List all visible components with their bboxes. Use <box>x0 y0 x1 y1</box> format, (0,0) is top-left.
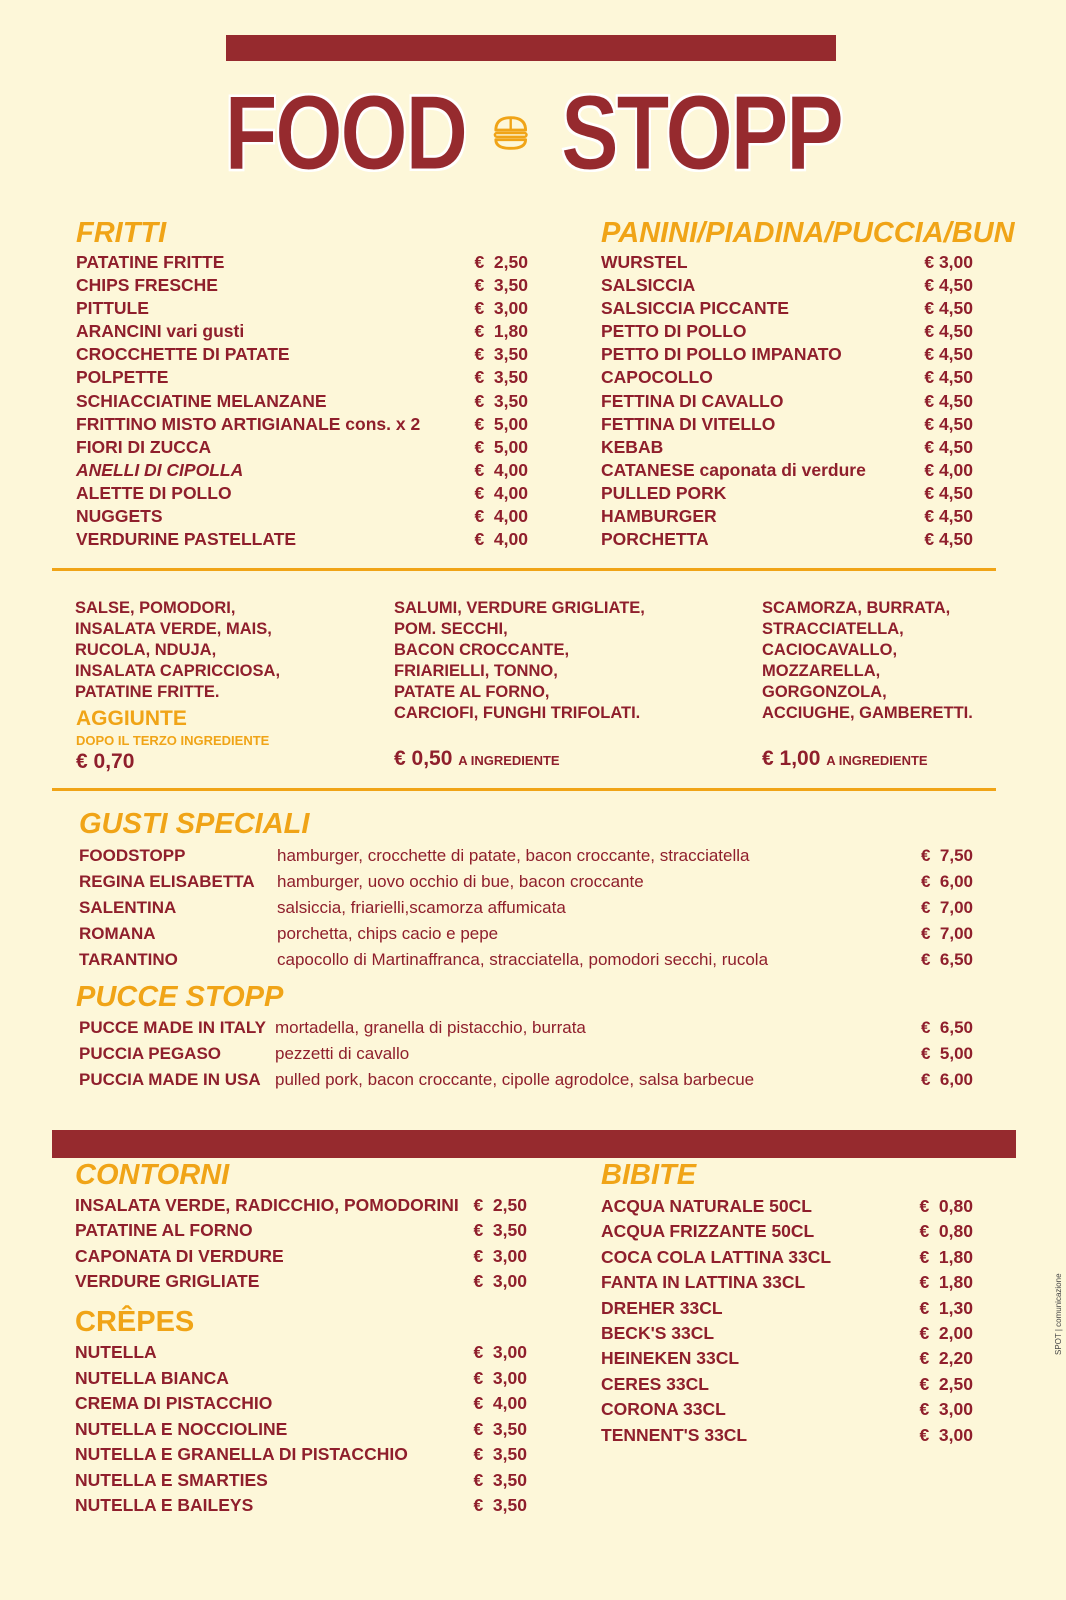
panini-list <box>601 251 973 551</box>
item-name: HEINEKEN 33CL <box>601 1348 740 1369</box>
item-name: SALSICCIA PICCANTE <box>601 298 789 319</box>
fritti-item <box>76 459 528 482</box>
item-price: € 0,80 <box>919 1196 973 1216</box>
gusti-item <box>79 843 973 869</box>
item-price: € 2,00 <box>919 1322 973 1343</box>
item-name: PUCCIA PEGASO <box>79 1044 222 1063</box>
item-price: € 3,00 <box>473 1270 527 1291</box>
item-price: € 3,50 <box>473 1444 527 1464</box>
aggiunte-group-2: SALUMI, VERDURE GRIGLIATE, POM. SECCHI, BACON CROCCANTE, FRIARIELLI, TONNO, PATATE AL FORNO, CARCIOFI, FUNGHI TRIFOLATI. <box>394 599 645 722</box>
brand-logo <box>224 74 842 192</box>
item-name: ARANCINI vari gusti <box>76 321 245 342</box>
item-description: hamburger, crocchette di patate, bacon croccante, stracciatella <box>277 846 750 865</box>
panini-item <box>601 413 973 436</box>
item-price: € 5,00 <box>474 413 528 434</box>
item-description: salsiccia, friarielli,scamorza affumicata <box>277 898 566 917</box>
item-price: € 4,50 <box>924 436 973 457</box>
item-name: PORCHETTA <box>601 529 709 550</box>
crepes-title: CRÊPES <box>75 1306 195 1338</box>
panini-item <box>601 482 973 505</box>
fritti-item <box>76 274 528 297</box>
aggiunte-group-3: SCAMORZA, BURRATA, STRACCIATELLA, CACIOCAVALLO, MOZZARELLA, GORGONZOLA, ACCIUGHE, GAMBERETTI. <box>762 599 973 722</box>
crepes-list <box>75 1340 527 1519</box>
item-description: pezzetti di cavallo <box>275 1044 410 1063</box>
fritti-item <box>76 413 528 436</box>
item-name: PULLED PORK <box>601 482 727 503</box>
header-top-bar <box>226 35 836 61</box>
item-name: CERES 33CL <box>601 1373 709 1394</box>
item-price: € 6,00 <box>921 1070 973 1089</box>
item-price: € 4,00 <box>474 506 528 527</box>
pucce-item <box>79 1015 973 1041</box>
panini-item <box>601 436 973 459</box>
panini-item <box>601 528 973 551</box>
item-price: € 3,00 <box>473 1367 527 1388</box>
contorni-item <box>75 1218 527 1243</box>
fritti-item <box>76 436 528 459</box>
item-name: KEBAB <box>601 436 664 457</box>
section-red-bar <box>52 1130 1016 1158</box>
item-price: € 7,50 <box>921 846 973 865</box>
item-price: € 7,00 <box>921 898 973 917</box>
bibite-item <box>601 1397 973 1422</box>
bibite-item <box>601 1372 973 1397</box>
item-price: € 6,50 <box>921 1018 973 1037</box>
panini-item <box>601 505 973 528</box>
gusti-item <box>79 895 973 921</box>
item-price: € 4,50 <box>924 275 973 296</box>
item-name: DREHER 33CL <box>601 1297 723 1318</box>
item-price: € 4,00 <box>474 459 528 480</box>
item-price: € 3,00 <box>924 252 973 272</box>
item-price: € 1,80 <box>919 1272 973 1293</box>
item-price: € 2,50 <box>474 252 528 272</box>
item-name: HAMBURGER <box>601 506 717 527</box>
bibite-list <box>601 1194 973 1448</box>
item-name: SALENTINA <box>79 898 177 917</box>
gusti-title: GUSTI SPECIALI <box>79 808 310 840</box>
item-name: NUTELLA E SMARTIES <box>75 1469 268 1490</box>
item-price: € 2,50 <box>919 1373 973 1394</box>
crepes-item <box>75 1366 527 1392</box>
crepes-item <box>75 1468 527 1494</box>
item-price: € 3,50 <box>473 1418 527 1439</box>
item-price: € 3,50 <box>474 344 528 365</box>
pucce-item <box>79 1041 973 1067</box>
bibite-item <box>601 1346 973 1371</box>
item-name: COCA COLA LATTINA 33CL <box>601 1246 832 1267</box>
item-price: € 2,50 <box>473 1195 527 1215</box>
gusti-item <box>79 921 973 947</box>
item-name: PATATINE AL FORNO <box>75 1220 253 1241</box>
aggiunte-price-2-value: € 0,50 <box>394 747 453 770</box>
divider-line <box>52 568 996 571</box>
item-name: PETTO DI POLLO <box>601 321 747 342</box>
item-name: PUCCE MADE IN ITALY <box>79 1018 267 1037</box>
fritti-item <box>76 343 528 366</box>
crepes-item <box>75 1442 527 1468</box>
panini-item <box>601 320 973 343</box>
item-name: TARANTINO <box>79 950 178 969</box>
item-name: NUGGETS <box>76 506 163 527</box>
burger-icon <box>492 93 529 173</box>
item-price: € 4,00 <box>924 459 973 480</box>
item-price: € 1,80 <box>919 1246 973 1267</box>
item-description: pulled pork, bacon croccante, cipolle agrodolce, salsa barbecue <box>275 1070 755 1089</box>
bibite-item <box>601 1423 973 1448</box>
aggiunte-title: AGGIUNTE <box>76 707 187 730</box>
item-name: INSALATA VERDE, RADICCHIO, POMODORINI <box>75 1195 459 1215</box>
item-name: REGINA ELISABETTA <box>79 872 255 891</box>
item-name: VERDURE GRIGLIATE <box>75 1270 260 1291</box>
item-price: € 4,00 <box>474 482 528 503</box>
item-name: FANTA IN LATTINA 33CL <box>601 1272 806 1293</box>
item-name: NUTELLA <box>75 1342 157 1362</box>
crepes-item <box>75 1417 527 1443</box>
fritti-item <box>76 297 528 320</box>
item-price: € 2,20 <box>919 1348 973 1369</box>
bibite-item <box>601 1245 973 1270</box>
fritti-item <box>76 482 528 505</box>
item-name: CAPOCOLLO <box>601 367 713 388</box>
item-price: € 3,50 <box>474 367 528 388</box>
bibite-item <box>601 1321 973 1346</box>
crepes-item <box>75 1493 527 1519</box>
bibite-item <box>601 1219 973 1244</box>
item-price: € 4,50 <box>924 298 973 319</box>
bibite-item <box>601 1270 973 1295</box>
panini-item <box>601 390 973 413</box>
fritti-item <box>76 528 528 551</box>
item-price: € 3,00 <box>919 1424 973 1445</box>
crepes-item <box>75 1340 527 1366</box>
item-name: FOODSTOPP <box>79 846 186 865</box>
contorni-item <box>75 1244 527 1269</box>
fritti-item <box>76 320 528 343</box>
item-name: ANELLI DI CIPOLLA <box>76 459 244 480</box>
item-name: TENNENT'S 33CL <box>601 1424 748 1445</box>
item-name: NUTELLA BIANCA <box>75 1367 229 1388</box>
item-price: € 3,00 <box>919 1399 973 1420</box>
item-price: € 6,00 <box>921 872 973 891</box>
item-price: € 4,50 <box>924 506 973 527</box>
item-name: CHIPS FRESCHE <box>76 275 218 296</box>
item-name: BECK'S 33CL <box>601 1322 715 1343</box>
aggiunte-price-3-unit: A INGREDIENTE <box>826 753 928 768</box>
item-name: FETTINA DI CAVALLO <box>601 390 784 411</box>
logo-word-stopp: STOPP <box>560 74 842 192</box>
item-name: NUTELLA E GRANELLA DI PISTACCHIO <box>75 1444 408 1464</box>
item-price: € 1,80 <box>474 321 528 342</box>
item-price: € 6,50 <box>921 950 973 969</box>
item-price: € 3,00 <box>473 1342 527 1362</box>
aggiunte-group-1: SALSE, POMODORI, INSALATA VERDE, MAIS, RUCOLA, NDUJA, INSALATA CAPRICCIOSA, PATATINE FRITTE. <box>75 599 281 701</box>
item-name: CAPONATA DI VERDURE <box>75 1245 284 1266</box>
item-name: SALSICCIA <box>601 275 696 296</box>
item-name: CATANESE caponata di verdure <box>601 459 866 480</box>
item-price: € 4,00 <box>473 1393 527 1413</box>
bibite-item <box>601 1296 973 1321</box>
item-name: POLPETTE <box>76 367 169 388</box>
item-price: € 0,80 <box>919 1221 973 1242</box>
item-name: ACQUA NATURALE 50CL <box>601 1196 812 1216</box>
contorni-list <box>75 1193 527 1294</box>
item-price: € 3,50 <box>474 275 528 296</box>
item-name: PUCCIA MADE IN USA <box>79 1070 261 1089</box>
contorni-item <box>75 1269 527 1294</box>
item-price: € 4,50 <box>924 413 973 434</box>
item-description: hamburger, uovo occhio di bue, bacon croccante <box>277 872 644 891</box>
item-name: CREMA DI PISTACCHIO <box>75 1393 273 1413</box>
fritti-item <box>76 390 528 413</box>
fritti-list <box>76 251 528 551</box>
bibite-item <box>601 1194 973 1219</box>
logo-word-food: FOOD <box>224 74 466 192</box>
item-price: € 4,00 <box>474 529 528 550</box>
item-price: € 4,50 <box>924 529 973 550</box>
item-name: PATATINE FRITTE <box>76 252 225 272</box>
panini-title: PANINI/PIADINA/PUCCIA/BUN <box>601 217 1015 249</box>
panini-item <box>601 251 973 274</box>
panini-item <box>601 343 973 366</box>
item-price: € 1,30 <box>919 1297 973 1318</box>
item-price: € 3,50 <box>473 1220 527 1241</box>
item-name: CORONA 33CL <box>601 1399 726 1420</box>
gusti-item <box>79 869 973 895</box>
item-name: FIORI DI ZUCCA <box>76 436 212 457</box>
item-name: ROMANA <box>79 924 156 943</box>
item-name: ACQUA FRIZZANTE 50CL <box>601 1221 815 1242</box>
divider-line <box>52 788 996 791</box>
item-price: € 4,50 <box>924 390 973 411</box>
item-name: SCHIACCIATINE MELANZANE <box>76 390 327 411</box>
contorni-title: CONTORNI <box>75 1159 230 1191</box>
item-name: PETTO DI POLLO IMPANATO <box>601 344 842 365</box>
item-name: NUTELLA E BAILEYS <box>75 1495 254 1515</box>
fritti-item <box>76 366 528 389</box>
item-name: FRITTINO MISTO ARTIGIANALE cons. x 2 <box>76 413 421 434</box>
panini-item <box>601 366 973 389</box>
item-name: CROCCHETTE DI PATATE <box>76 344 290 365</box>
gusti-item <box>79 947 973 973</box>
crepes-item <box>75 1391 527 1417</box>
item-price: € 3,50 <box>473 1495 527 1515</box>
item-price: € 3,00 <box>473 1245 527 1266</box>
item-name: ALETTE DI POLLO <box>76 482 232 503</box>
item-description: capocollo di Martinaffranca, stracciatella, pomodori secchi, rucola <box>277 950 769 969</box>
fritti-title: FRITTI <box>76 217 167 249</box>
panini-item <box>601 297 973 320</box>
item-description: porchetta, chips cacio e pepe <box>277 924 499 943</box>
aggiunte-subtitle: DOPO IL TERZO INGREDIENTE <box>76 733 270 748</box>
aggiunte-price-3 <box>762 747 928 771</box>
item-name: WURSTEL <box>601 252 688 272</box>
print-credit: SPOT | comunicazione <box>1054 1273 1063 1355</box>
item-price: € 5,00 <box>474 436 528 457</box>
panini-item <box>601 459 973 482</box>
item-price: € 4,50 <box>924 344 973 365</box>
bibite-title: BIBITE <box>601 1159 697 1191</box>
fritti-item <box>76 251 528 274</box>
item-name: FETTINA DI VITELLO <box>601 413 776 434</box>
item-price: € 4,50 <box>924 482 973 503</box>
item-description: mortadella, granella di pistacchio, burrata <box>275 1018 586 1037</box>
item-price: € 3,50 <box>474 390 528 411</box>
item-name: VERDURINE PASTELLATE <box>76 529 297 550</box>
item-price: € 7,00 <box>921 924 973 943</box>
item-price: € 3,50 <box>473 1469 527 1490</box>
item-price: € 4,50 <box>924 321 973 342</box>
aggiunte-price-2 <box>394 747 560 771</box>
pucce-title: PUCCE STOPP <box>76 981 284 1013</box>
contorni-item <box>75 1193 527 1218</box>
item-price: € 3,00 <box>474 298 528 319</box>
item-price: € 5,00 <box>921 1044 973 1063</box>
pucce-item <box>79 1067 973 1093</box>
panini-item <box>601 274 973 297</box>
item-name: NUTELLA E NOCCIOLINE <box>75 1418 288 1439</box>
fritti-item <box>76 505 528 528</box>
item-price: € 4,50 <box>924 367 973 388</box>
aggiunte-price-3-value: € 1,00 <box>762 747 821 770</box>
aggiunte-price-1: € 0,70 <box>76 750 135 773</box>
aggiunte-price-2-unit: A INGREDIENTE <box>458 753 560 768</box>
item-name: PITTULE <box>76 298 149 319</box>
